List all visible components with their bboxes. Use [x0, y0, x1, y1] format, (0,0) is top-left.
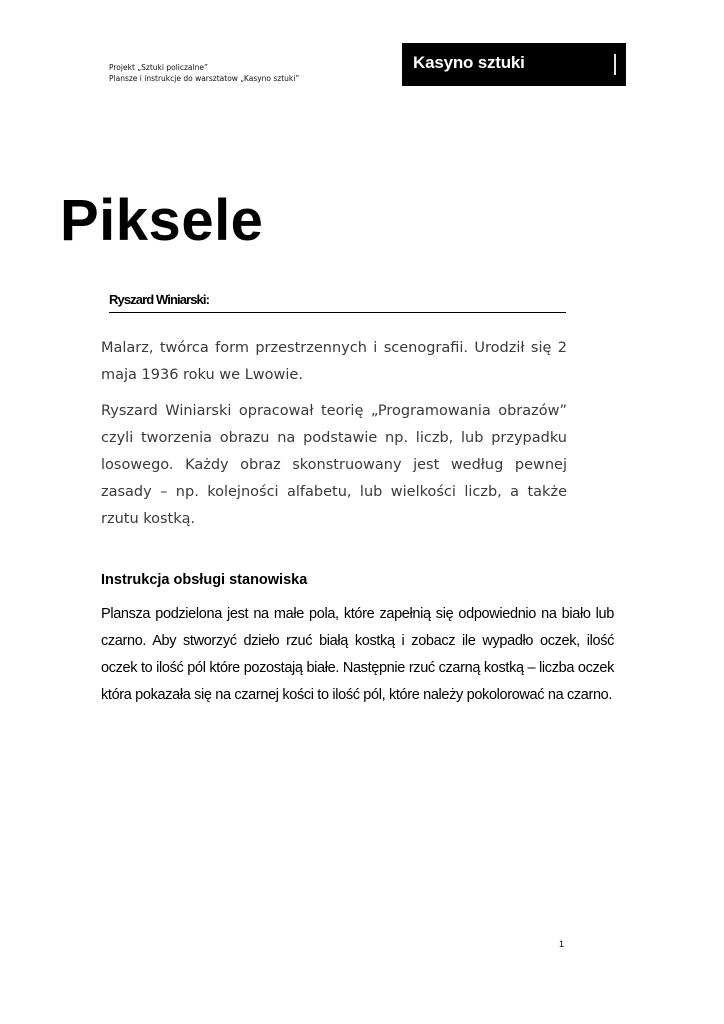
brand-divider — [614, 54, 616, 75]
bio-paragraph: Malarz, twórca form przestrzennych i scenografii. Urodził się 2 maja 1936 roku we Lwowie. — [101, 340, 567, 383]
author-biography — [101, 335, 567, 542]
page-number: 1 — [559, 939, 565, 949]
page-title: Piksele — [60, 188, 264, 253]
brand-banner — [402, 43, 626, 86]
author-divider — [109, 312, 566, 313]
project-title: Projekt „Sztuki policzalne” — [109, 63, 208, 72]
bio-paragraph: Ryszard Winiarski opracował teorię „Programowania obrazów” czyli tworzenia obrazu na podstawie np. liczb, lub przypadku losowego. Każdy obraz skonstruowany jest według pewnej zasady – np. kolejności alfabetu, lub wielkości liczb, a także rzutu kostką. — [101, 403, 567, 527]
project-subtitle: Plansze i instrukcje do warsztatow „Kasyno sztuki” — [109, 74, 300, 83]
document-header — [109, 62, 299, 84]
instructions-text: Plansza podzielona jest na małe pola, które zapełnią się odpowiednio na biało lub czarno. Aby stworzyć dzieło rzuć białą kostką i zobacz ile wypadło oczek, ilość oczek to ilość pól które pozostają białe. Następnie rzuć czarną kostką – liczba oczek która pokazała się na czarnej kości to ilość pól, które należy pokolorować na czarno. — [101, 606, 614, 703]
author-name: Ryszard Winiarski: — [109, 292, 210, 307]
brand-title: Kasyno sztuki — [413, 53, 525, 72]
instructions-heading: Instrukcja obsługi stanowiska — [101, 572, 308, 588]
